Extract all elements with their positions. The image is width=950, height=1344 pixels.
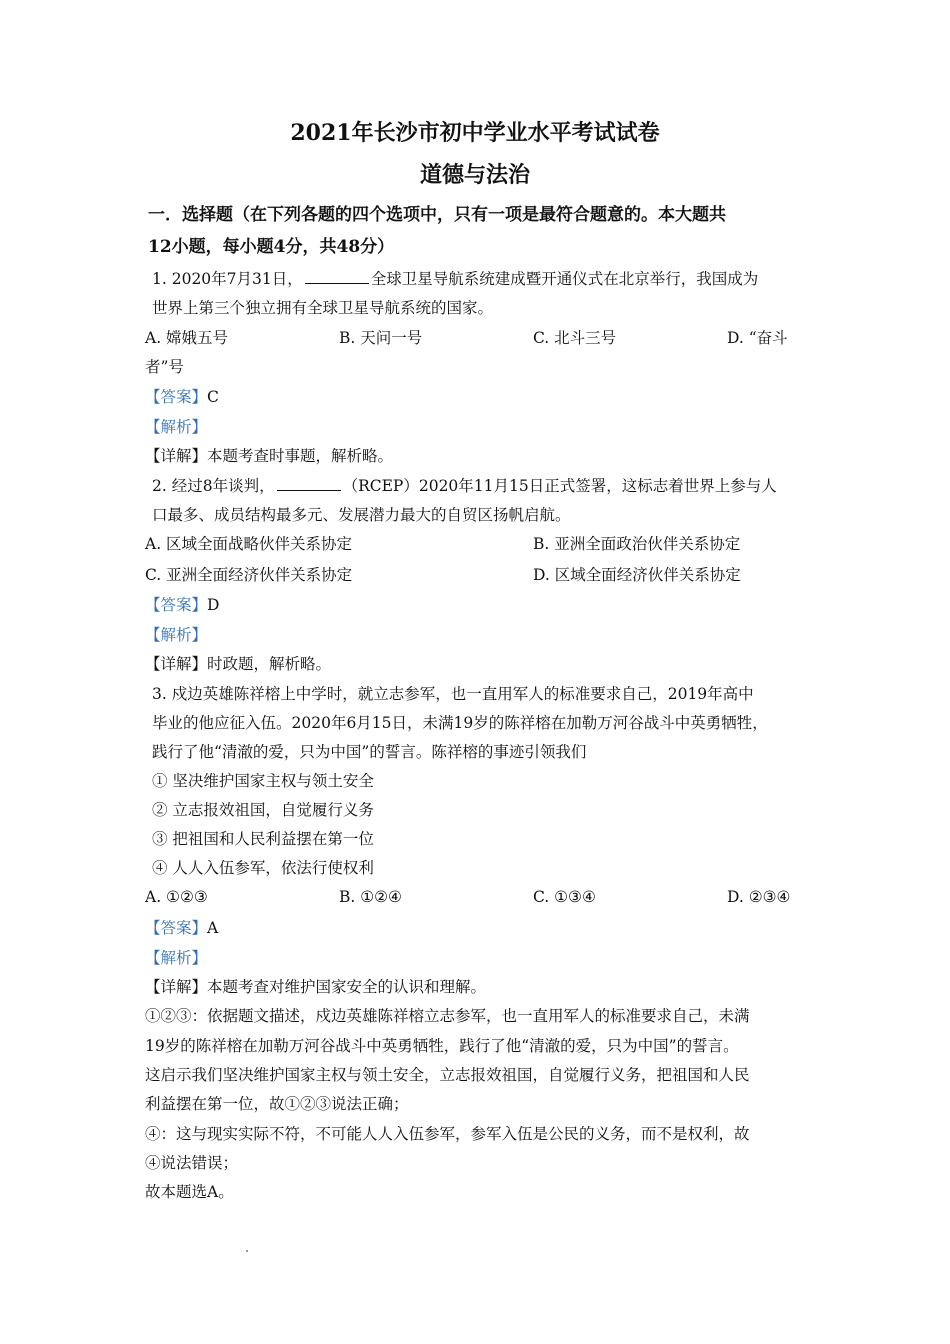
q3-item-3: ③ 把祖国和人民利益摆在第一位: [152, 830, 374, 848]
q2-stem-line1: [152, 475, 777, 497]
q1-stem-line1: [152, 268, 758, 290]
q1-detail: [145, 445, 393, 467]
q3-explanation-line1: ①②③：依据题文描述，戍边英雄陈祥榕立志参军，也一直用军人的标准要求自己，未满: [145, 1007, 750, 1025]
q3-answer: [145, 917, 218, 939]
section-heading-line2: 12小题，每小题4分，共48分）: [148, 237, 395, 257]
q1-stem-part2: 全球卫星导航系统建成暨开通仪式在北京举行，我国成为: [370, 270, 759, 288]
q2-stem-line2: 口最多、成员结构最多元、发展潜力最大的自贸区扬帆启航。: [152, 506, 571, 524]
page-mark: [246, 1250, 248, 1252]
q3-detail-text: 本题考查对维护国家安全的认识和理解。: [207, 978, 487, 996]
q1-stem-line2: 世界上第三个独立拥有全球卫星导航系统的国家。: [152, 299, 494, 317]
q2-option-c: C. 亚洲全面经济伙伴关系协定: [145, 566, 353, 584]
q3-analysis-label: 【解析】: [145, 949, 208, 967]
q3-explanation-line2: 19岁的陈祥榕在加勒万河谷战斗中英勇牺牲，践行了他“清澈的爱，只为中国”的誓言。: [145, 1037, 739, 1055]
q3-stem-line2: 毕业的他应征入伍。2020年6月15日，未满19岁的陈祥榕在加勒万河谷战斗中英勇牺牲，: [152, 714, 768, 732]
q3-option-d: D. ②③④: [727, 888, 791, 906]
q3-explanation-line6: ④说法错误；: [145, 1154, 239, 1172]
q1-stem-part1: 1. 2020年7月31日，: [152, 270, 303, 288]
q3-option-a: A. ①②③: [145, 888, 208, 906]
q3-item-4: ④ 人人入伍参军，依法行使权利: [152, 859, 374, 877]
q1-option-d: D. “奋斗: [727, 329, 788, 347]
q2-detail: [145, 653, 331, 675]
q3-answer-value: A: [207, 919, 219, 937]
q2-answer-value: D: [207, 596, 220, 614]
q3-stem-line1: 3. 戍边英雄陈祥榕上中学时，就立志参军，也一直用军人的标准要求自己，2019年高中: [152, 685, 754, 703]
subject-title: 道德与法治: [419, 162, 530, 188]
q1-answer-label: 【答案】: [145, 388, 208, 406]
q2-option-d: D. 区域全面经济伙伴关系协定: [533, 566, 741, 584]
q3-answer-label: 【答案】: [145, 919, 208, 937]
q2-analysis-label: 【解析】: [145, 626, 208, 644]
q3-item-1: ① 坚决维护国家主权与领土安全: [152, 772, 374, 790]
q3-detail-label: 【详解】: [145, 978, 208, 996]
q1-answer-value: C: [207, 388, 219, 406]
q3-detail: [145, 976, 486, 998]
q2-option-b: B. 亚洲全面政治伙伴关系协定: [533, 535, 741, 553]
q3-explanation-line4: 利益摆在第一位，故①②③说法正确；: [145, 1095, 409, 1113]
q1-detail-label: 【详解】: [145, 447, 208, 465]
q3-explanation-line3: 这启示我们坚决维护国家主权与领土安全，立志报效祖国，自觉履行义务，把祖国和人民: [145, 1066, 750, 1084]
q2-option-a: A. 区域全面战略伙伴关系协定: [145, 535, 353, 553]
section-heading-line1: 一．选择题（在下列各题的四个选项中，只有一项是最符合题意的。本大题共: [148, 205, 726, 225]
q2-detail-text: 时政题，解析略。: [207, 655, 332, 673]
q2-blank: [277, 476, 341, 491]
q3-explanation-line7: 故本题选A。: [145, 1183, 234, 1201]
q2-detail-label: 【详解】: [145, 655, 208, 673]
q1-answer: [145, 386, 219, 408]
q2-stem-part2: （RCEP）2020年11月15日正式签署，这标志着世界上参与人: [342, 477, 777, 495]
q1-blank: [305, 269, 369, 284]
q2-answer: [145, 594, 219, 616]
q2-answer-label: 【答案】: [145, 596, 208, 614]
q1-detail-text: 本题考查时事题，解析略。: [207, 447, 394, 465]
q3-option-b: B. ①②④: [339, 888, 402, 906]
q1-option-c: C. 北斗三号: [533, 329, 617, 347]
q1-option-d-cont: 者”号: [145, 358, 184, 376]
q1-option-a: A. 嫦娥五号: [145, 329, 229, 347]
q1-analysis-label: 【解析】: [145, 418, 208, 436]
exam-title: 2021年长沙市初中学业水平考试试卷: [290, 120, 660, 146]
q3-stem-line3: 践行了他“清澈的爱，只为中国”的誓言。陈祥榕的事迹引领我们: [152, 743, 587, 761]
q3-item-2: ② 立志报效祖国，自觉履行义务: [152, 801, 374, 819]
q1-option-b: B. 天问一号: [339, 329, 423, 347]
q2-stem-part1: 2. 经过8年谈判，: [152, 477, 275, 495]
q3-option-c: C. ①③④: [533, 888, 596, 906]
q3-explanation-line5: ④：这与现实实际不符，不可能人人入伍参军，参军入伍是公民的义务，而不是权利，故: [145, 1125, 750, 1143]
